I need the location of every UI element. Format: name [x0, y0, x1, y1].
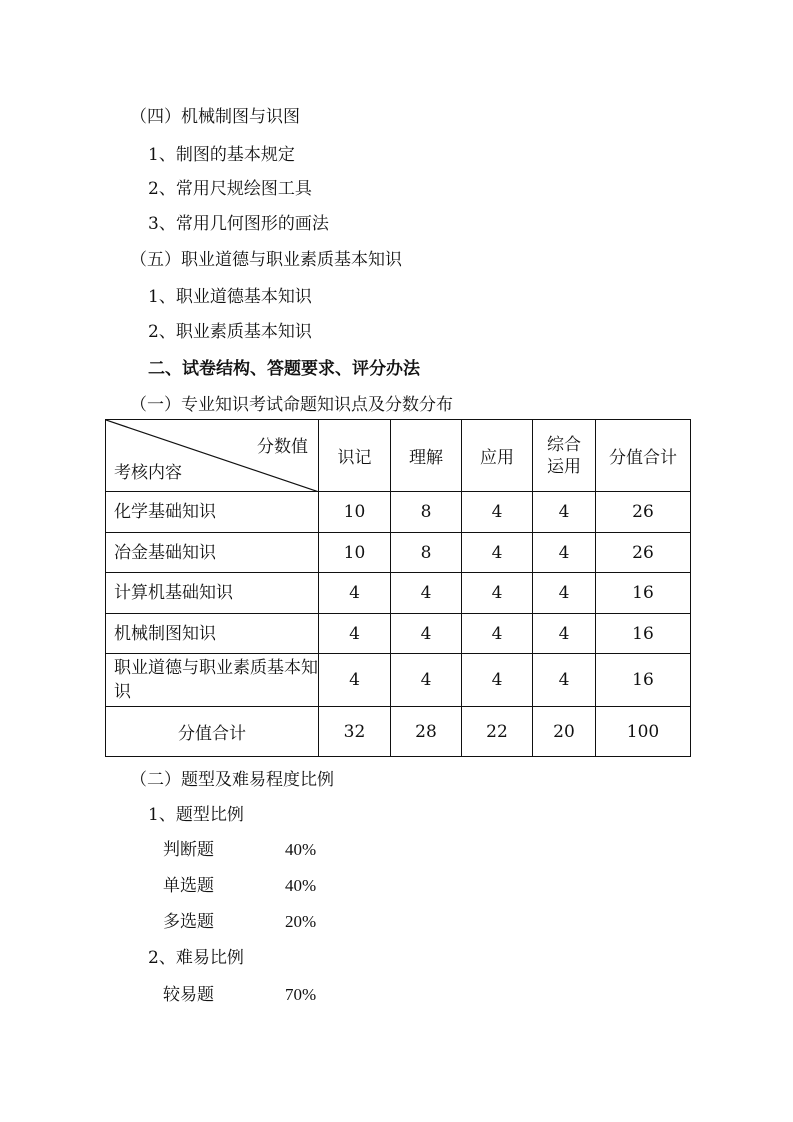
row-label: 分值合计	[106, 707, 319, 757]
cell: 10	[319, 533, 391, 573]
list-item: 2、职业素质基本知识	[148, 322, 312, 342]
type-percent: 40%	[285, 876, 317, 895]
column-header: 识记	[319, 420, 391, 492]
type-label: 判断题	[163, 840, 214, 860]
column-header	[533, 420, 596, 492]
cell: 4	[462, 573, 533, 614]
cell: 16	[596, 654, 691, 707]
type-percent: 20%	[285, 912, 317, 931]
total-row	[106, 707, 691, 757]
cell: 4	[319, 573, 391, 614]
cell: 4	[462, 533, 533, 573]
section-heading: （五）职业道德与职业素质基本知识	[130, 250, 402, 270]
cell: 4	[391, 654, 462, 707]
row-label: 计算机基础知识	[106, 573, 319, 614]
type-label: 单选题	[163, 876, 214, 896]
list-item: 1、制图的基本规定	[148, 145, 295, 165]
cell: 26	[596, 533, 691, 573]
cell: 4	[533, 614, 596, 654]
column-header-text: 综合运用	[547, 434, 581, 477]
column-header: 分值合计	[596, 420, 691, 492]
list-item: 2、难易比例	[148, 948, 244, 968]
difficulty-label: 较易题	[163, 985, 214, 1005]
type-percent: 40%	[285, 840, 317, 859]
section-heading: （一）专业知识考试命题知识点及分数分布	[130, 395, 453, 415]
score-distribution-table	[105, 419, 691, 757]
section-heading: （二）题型及难易程度比例	[130, 770, 334, 790]
section-heading: （四）机械制图与识图	[130, 107, 300, 127]
difficulty-percent: 70%	[285, 985, 317, 1004]
cell: 4	[533, 573, 596, 614]
table-row	[106, 492, 691, 533]
cell: 4	[319, 614, 391, 654]
cell: 4	[391, 573, 462, 614]
cell: 4	[533, 492, 596, 533]
cell: 4	[319, 654, 391, 707]
cell: 16	[596, 573, 691, 614]
table-row	[106, 533, 691, 573]
cell: 22	[462, 707, 533, 757]
column-header: 应用	[462, 420, 533, 492]
row-label: 化学基础知识	[106, 492, 319, 533]
table-row	[106, 614, 691, 654]
chapter-heading: 二、试卷结构、答题要求、评分办法	[148, 359, 420, 379]
list-item: 2、常用尺规绘图工具	[148, 179, 312, 199]
corner-header-cell	[106, 420, 319, 492]
column-header: 理解	[391, 420, 462, 492]
type-label: 多选题	[163, 912, 214, 932]
cell: 16	[596, 614, 691, 654]
cell: 10	[319, 492, 391, 533]
row-label: 冶金基础知识	[106, 533, 319, 573]
cell: 4	[462, 654, 533, 707]
cell: 4	[462, 614, 533, 654]
table-row	[106, 654, 691, 707]
cell: 100	[596, 707, 691, 757]
list-item: 3、常用几何图形的画法	[148, 214, 329, 234]
cell: 4	[391, 614, 462, 654]
cell: 4	[462, 492, 533, 533]
list-item: 1、职业道德基本知识	[148, 287, 312, 307]
cell: 8	[391, 492, 462, 533]
row-label: 职业道德与职业素质基本知识	[106, 654, 319, 707]
corner-header-top: 分数值	[257, 437, 308, 457]
cell: 26	[596, 492, 691, 533]
cell: 4	[533, 533, 596, 573]
corner-header-bottom: 考核内容	[114, 463, 182, 483]
cell: 4	[533, 654, 596, 707]
table-row	[106, 573, 691, 614]
cell: 20	[533, 707, 596, 757]
cell: 8	[391, 533, 462, 573]
row-label: 机械制图知识	[106, 614, 319, 654]
list-item: 1、题型比例	[148, 805, 244, 825]
cell: 28	[391, 707, 462, 757]
cell: 32	[319, 707, 391, 757]
